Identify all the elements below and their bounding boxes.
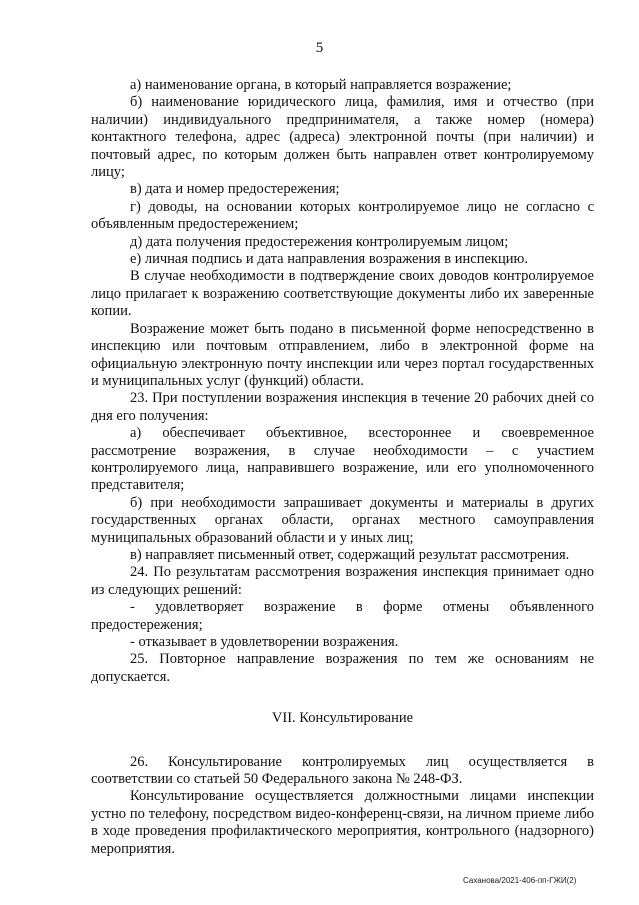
paragraph-clause-24-refuse: - отказывает в удовлетворении возражения. xyxy=(130,634,399,650)
paragraph-clause-23: 23. При поступлении возражения инспекция в течение 20 рабочих дней со дня его получения: xyxy=(91,390,594,424)
paragraph-clause-24: 24. По результатам рассмотрения возражения инспекция принимает одно из следующих решений: xyxy=(91,564,594,598)
paragraph-submission-forms: Возражение может быть подано в письменной форме непосредственно в инспекцию или почтовым отправлением, либо в электронной форме на официальную электронную почту инспекции или через портал государственных и муниципальных услуг (функций) области. xyxy=(91,320,594,389)
paragraph-item-a-recipient: а) наименование органа, в который направляется возражение; xyxy=(130,77,512,93)
document-body xyxy=(91,77,594,858)
paragraph-clause-23-v: в) направляет письменный ответ, содержащий результат рассмотрения. xyxy=(130,546,570,563)
section-title: VII. Консультирование xyxy=(271,710,414,727)
paragraph-clause-25: 25. Повторное направление возражения по тем же основаниям не допускается. xyxy=(91,651,594,685)
paragraph-item-v-warning-date: в) дата и номер предостережения; xyxy=(130,181,340,198)
paragraph-clause-24-satisfy: - удовлетворяет возражение в форме отмены объявленного предостережения; xyxy=(91,599,594,633)
paragraph-item-e-signature: е) личная подпись и дата направления возражения в инспекцию. xyxy=(130,251,528,268)
page-number: 5 xyxy=(315,40,324,56)
paragraph-supporting-documents: В случае необходимости в подтверждение своих доводов контролируемое лицо прилагает к возражению соответствующие документы либо их заверенные копии. xyxy=(91,268,594,320)
paragraph-clause-23-a: а) обеспечивает объективное, всестороннее и своевременное рассмотрение возражения, в случае необходимости – с участием контролируемого лица, направившего возражение, или его уполномоченного представителя; xyxy=(91,425,594,494)
paragraph-item-d-receipt-date: д) дата получения предостережения контролируемым лицом; xyxy=(130,233,509,250)
document-footer-code: Саханова/2021-406-пп-ГЖИ(2) xyxy=(463,876,577,885)
paragraph-clause-23-b: б) при необходимости запрашивает документы и материалы в других государственных органах области, органах местного самоуправления муниципальных образований области и у иных лиц; xyxy=(91,494,594,546)
paragraph-clause-26: 26. Консультирование контролируемых лиц осуществляется в соответствии со статьей 50 Федерального закона № 248-ФЗ. xyxy=(91,753,594,788)
paragraph-item-b-sender-details: б) наименование юридического лица, фамилия, имя и отчество (при наличии) индивидуального предпринимателя, а также номер (номера) контактного телефона, адрес (адреса) электронной почты (при наличии) и почтовый адрес, по которым должен быть направлен ответ контролируемому лицу; xyxy=(91,94,594,181)
paragraph-consultation-methods: Консультирование осуществляется должностными лицами инспекции устно по телефону, посредством видео-конференц-связи, на личном приеме либо в ходе проведения профилактического мероприятия, контрольного (надзорного) мероприятия. xyxy=(91,788,594,857)
paragraph-item-g-arguments: г) доводы, на основании которых контролируемое лицо не согласно с объявленным предостережением; xyxy=(91,198,594,233)
